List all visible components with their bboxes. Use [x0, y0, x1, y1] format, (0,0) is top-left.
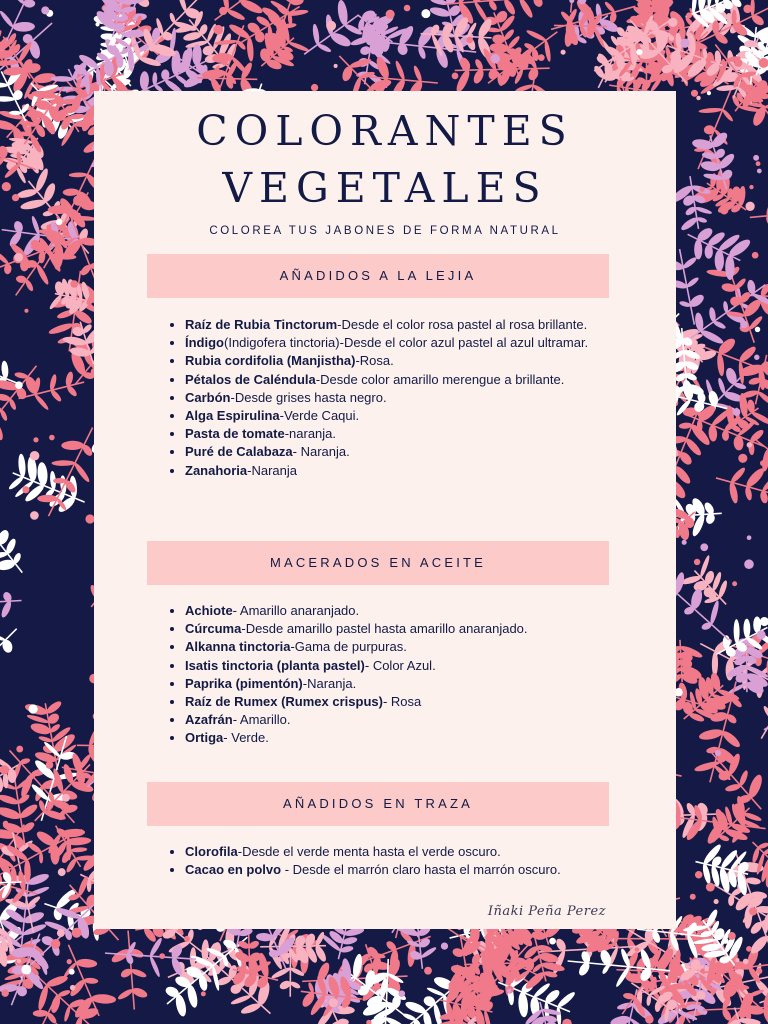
leaf-sprig: [0, 629, 17, 699]
berry-dot: [1, 989, 8, 996]
berry-dot: [424, 967, 432, 975]
leaf-sprig: [0, 514, 22, 573]
berry-dot: [490, 54, 499, 63]
berry-dot: [549, 938, 556, 945]
berry-dot: [3, 821, 9, 827]
item-name: Cúrcuma: [185, 621, 242, 637]
content-card: [94, 91, 676, 929]
berry-dot: [56, 219, 63, 226]
berry-dot: [17, 959, 21, 963]
berry-dot: [334, 64, 338, 68]
berry-dot: [690, 894, 696, 900]
leaf-sprig: [110, 931, 149, 1010]
berry-dot: [421, 9, 430, 18]
list-item: [185, 352, 625, 370]
berry-dot: [65, 772, 72, 779]
leaf-sprig: [695, 843, 750, 897]
item-name: Ortiga: [185, 730, 224, 746]
berry-dot: [0, 765, 9, 774]
berry-dot: [696, 991, 705, 1000]
berry-dot: [706, 883, 715, 892]
berry-dot: [12, 194, 19, 201]
item-description: - Naranja.: [292, 444, 350, 460]
item-name: Achiote: [185, 603, 233, 618]
list-item: [185, 711, 625, 729]
berry-dot: [452, 73, 459, 80]
berry-dot: [21, 965, 31, 975]
item-name: Carbón: [185, 389, 231, 405]
item-description: -Rosa.: [355, 353, 394, 369]
berry-dot: [14, 253, 23, 262]
item-description: - Amarillo.: [232, 712, 291, 728]
berry-dot: [684, 423, 689, 428]
berry-dot: [733, 22, 742, 31]
berry-dot: [753, 155, 759, 161]
berry-dot: [743, 959, 749, 965]
item-name: Clorofila: [185, 844, 238, 859]
berry-dot: [757, 630, 766, 639]
item-name: Zanahoria: [185, 462, 248, 478]
list-item: [185, 602, 625, 620]
berry-dot: [329, 998, 338, 1007]
berry-dot: [24, 309, 28, 313]
leaf-sprig: [716, 466, 768, 504]
berry-dot: [715, 750, 721, 756]
list-item: [185, 675, 625, 693]
list-item: [185, 334, 625, 352]
item-description: -Desde el color rosa pastel al rosa brillante.: [337, 317, 588, 332]
author-signature: Iñaki Peña Perez: [487, 904, 606, 919]
berry-dot: [714, 899, 719, 904]
berry-dot: [51, 939, 61, 949]
item-description: - Desde el marrón claro hasta el marrón oscuro.: [281, 862, 561, 878]
berry-dot: [728, 932, 736, 940]
berry-dot: [487, 962, 494, 969]
berry-dot: [461, 1001, 469, 1009]
item-description: - Verde.: [223, 730, 269, 746]
berry-dot: [386, 10, 395, 19]
list-item: [185, 371, 625, 389]
berry-dot: [680, 39, 689, 48]
section-heading-lejia: AÑADIDOS A LA LEJIA: [147, 254, 609, 298]
list-item: [185, 693, 625, 711]
berry-dot: [749, 185, 753, 189]
list-item: [185, 443, 625, 461]
item-name: Alga Espirulina: [185, 408, 280, 424]
berry-dot: [15, 381, 23, 389]
berry-dot: [668, 18, 677, 27]
leaf-sprig: [63, 945, 117, 1020]
berry-dot: [57, 929, 65, 937]
berry-dot: [691, 90, 698, 97]
berry-dot: [720, 206, 729, 215]
berry-dot: [70, 280, 78, 288]
list-item: [185, 729, 625, 747]
berry-dot: [758, 80, 767, 89]
berry-dot: [686, 12, 692, 18]
section-list-lejia: [166, 316, 625, 480]
berry-dot: [639, 13, 648, 22]
berry-dot: [366, 1020, 371, 1024]
leaf-sprig: [764, 680, 768, 731]
berry-dot: [756, 968, 762, 974]
list-item: [185, 425, 625, 443]
berry-dot: [645, 1015, 653, 1023]
berry-dot: [27, 263, 32, 268]
berry-dot: [222, 59, 228, 65]
berry-dot: [747, 535, 752, 540]
item-description: (Indigofera tinctoria)-Desde el color azul pastel al azul ultramar.: [224, 335, 589, 351]
list-item: [185, 620, 625, 638]
berry-dot: [674, 972, 679, 977]
item-name: Paprika (pimentón): [185, 675, 303, 691]
berry-dot: [760, 460, 766, 466]
item-description: -Desde grises hasta negro.: [230, 389, 387, 405]
berry-dot: [659, 991, 664, 996]
berry-dot: [404, 5, 411, 12]
list-item: [185, 843, 625, 861]
item-name: Pétalos de Caléndula: [185, 371, 316, 387]
berry-dot: [569, 0, 574, 3]
item-name: Raíz de Rumex (Rumex crispus): [185, 694, 383, 710]
berry-dot: [33, 437, 38, 442]
leaf-sprig: [0, 995, 58, 1024]
berry-dot: [441, 942, 448, 949]
berry-dot: [732, 581, 737, 586]
berry-dot: [67, 959, 72, 964]
berry-dot: [752, 252, 759, 259]
berry-dot: [744, 559, 754, 569]
item-description: -Verde Caqui.: [279, 408, 360, 424]
berry-dot: [707, 91, 711, 95]
berry-dot: [709, 592, 717, 600]
item-name: Pasta de tomate: [185, 426, 285, 442]
berry-dot: [201, 991, 206, 996]
item-description: -Gama de purpuras.: [290, 639, 407, 655]
item-name: Isatis tinctoria (planta pastel): [185, 657, 365, 673]
berry-dot: [701, 688, 706, 693]
section-list-aceite: [166, 602, 625, 748]
berry-dot: [466, 37, 473, 44]
berry-dot: [219, 7, 227, 15]
berry-dot: [757, 169, 762, 174]
berry-dot: [22, 486, 29, 493]
item-name: Alkanna tinctoria: [185, 639, 291, 655]
list-item: [185, 407, 625, 425]
list-item: [185, 316, 625, 334]
item-name: Cacao en polvo: [185, 862, 282, 878]
section-heading-aceite: MACERADOS EN ACEITE: [147, 541, 609, 585]
berry-dot: [740, 321, 748, 329]
item-description: -Naranja.: [302, 675, 357, 691]
berry-dot: [46, 761, 54, 769]
berry-dot: [561, 50, 566, 55]
berry-dot: [41, 6, 49, 14]
page-subtitle: COLOREA TUS JABONES DE FORMA NATURAL: [209, 225, 561, 237]
list-item: [185, 861, 625, 879]
berry-dot: [30, 451, 40, 461]
list-item: [185, 462, 625, 480]
berry-dot: [635, 947, 640, 952]
item-description: - Color Azul.: [364, 657, 436, 673]
berry-dot: [734, 59, 742, 67]
section-heading-traza: AÑADIDOS EN TRAZA: [147, 782, 609, 826]
item-name: Azafrán: [185, 712, 233, 728]
berry-dot: [755, 327, 761, 333]
berry-dot: [16, 746, 23, 753]
berry-dot: [749, 907, 757, 915]
berry-dot: [184, 936, 190, 942]
list-item: [185, 657, 625, 675]
berry-dot: [538, 54, 545, 61]
berry-dot: [738, 454, 747, 463]
berry-dot: [633, 79, 640, 86]
berry-dot: [743, 5, 751, 13]
berry-dot: [700, 187, 705, 192]
berry-dot: [696, 96, 700, 100]
item-description: -Desde amarillo pastel hasta amarillo anaranjado.: [241, 621, 528, 637]
item-description: -Naranja: [247, 462, 297, 478]
berry-dot: [398, 990, 405, 997]
item-description: - Amarillo anaranjado.: [232, 603, 360, 618]
item-name: Raíz de Rubia Tinctorum: [185, 317, 338, 332]
item-name: Índigo: [185, 335, 224, 351]
page-title-line2: VEGETALES: [222, 164, 548, 212]
berry-dot: [682, 540, 687, 545]
berry-dot: [507, 989, 511, 993]
leaf-sprig: [681, 554, 729, 604]
berry-dot: [706, 57, 712, 63]
berry-dot: [756, 161, 761, 166]
berry-dot: [159, 953, 165, 959]
section-list-traza: [166, 843, 625, 879]
berry-dot: [58, 868, 66, 876]
berry-dot: [695, 871, 702, 878]
berry-dot: [29, 704, 38, 713]
berry-dot: [669, 35, 674, 40]
item-description: - Rosa: [382, 694, 422, 710]
berry-dot: [2, 182, 11, 191]
berry-dot: [735, 958, 739, 962]
berry-dot: [62, 794, 70, 802]
berry-dot: [733, 408, 741, 416]
berry-dot: [700, 543, 708, 551]
item-description: -naranja.: [284, 426, 337, 442]
berry-dot: [70, 985, 76, 991]
berry-dot: [74, 928, 80, 934]
berry-dot: [34, 975, 40, 981]
leaf-sprig: [0, 754, 18, 798]
list-item: [185, 389, 625, 407]
berry-dot: [562, 1019, 572, 1024]
berry-dot: [69, 969, 75, 975]
berry-dot: [76, 65, 85, 74]
berry-dot: [30, 511, 39, 520]
item-name: Rubia cordifolia (Manjistha): [185, 353, 356, 369]
list-item: [185, 638, 625, 656]
berry-dot: [636, 49, 642, 55]
berry-dot: [745, 202, 754, 211]
berry-dot: [527, 56, 535, 64]
item-description: -Desde color amarillo merengue a brillante.: [315, 371, 565, 387]
item-name: Puré de Calabaza: [185, 444, 293, 460]
berry-dot: [747, 442, 753, 448]
berry-dot: [694, 559, 700, 565]
berry-dot: [740, 81, 745, 86]
berry-dot: [149, 45, 156, 52]
berry-dot: [213, 25, 223, 35]
berry-dot: [754, 355, 759, 360]
berry-dot: [95, 22, 99, 26]
berry-dot: [723, 938, 729, 944]
berry-dot: [746, 946, 752, 952]
page-title-line1: COLORANTES: [196, 107, 574, 155]
berry-dot: [49, 435, 55, 441]
leaf-sprig: [0, 580, 22, 623]
item-description: -Desde el verde menta hasta el verde oscuro.: [237, 844, 501, 859]
leaf-sprig: [750, 196, 768, 235]
berry-dot: [326, 21, 336, 31]
